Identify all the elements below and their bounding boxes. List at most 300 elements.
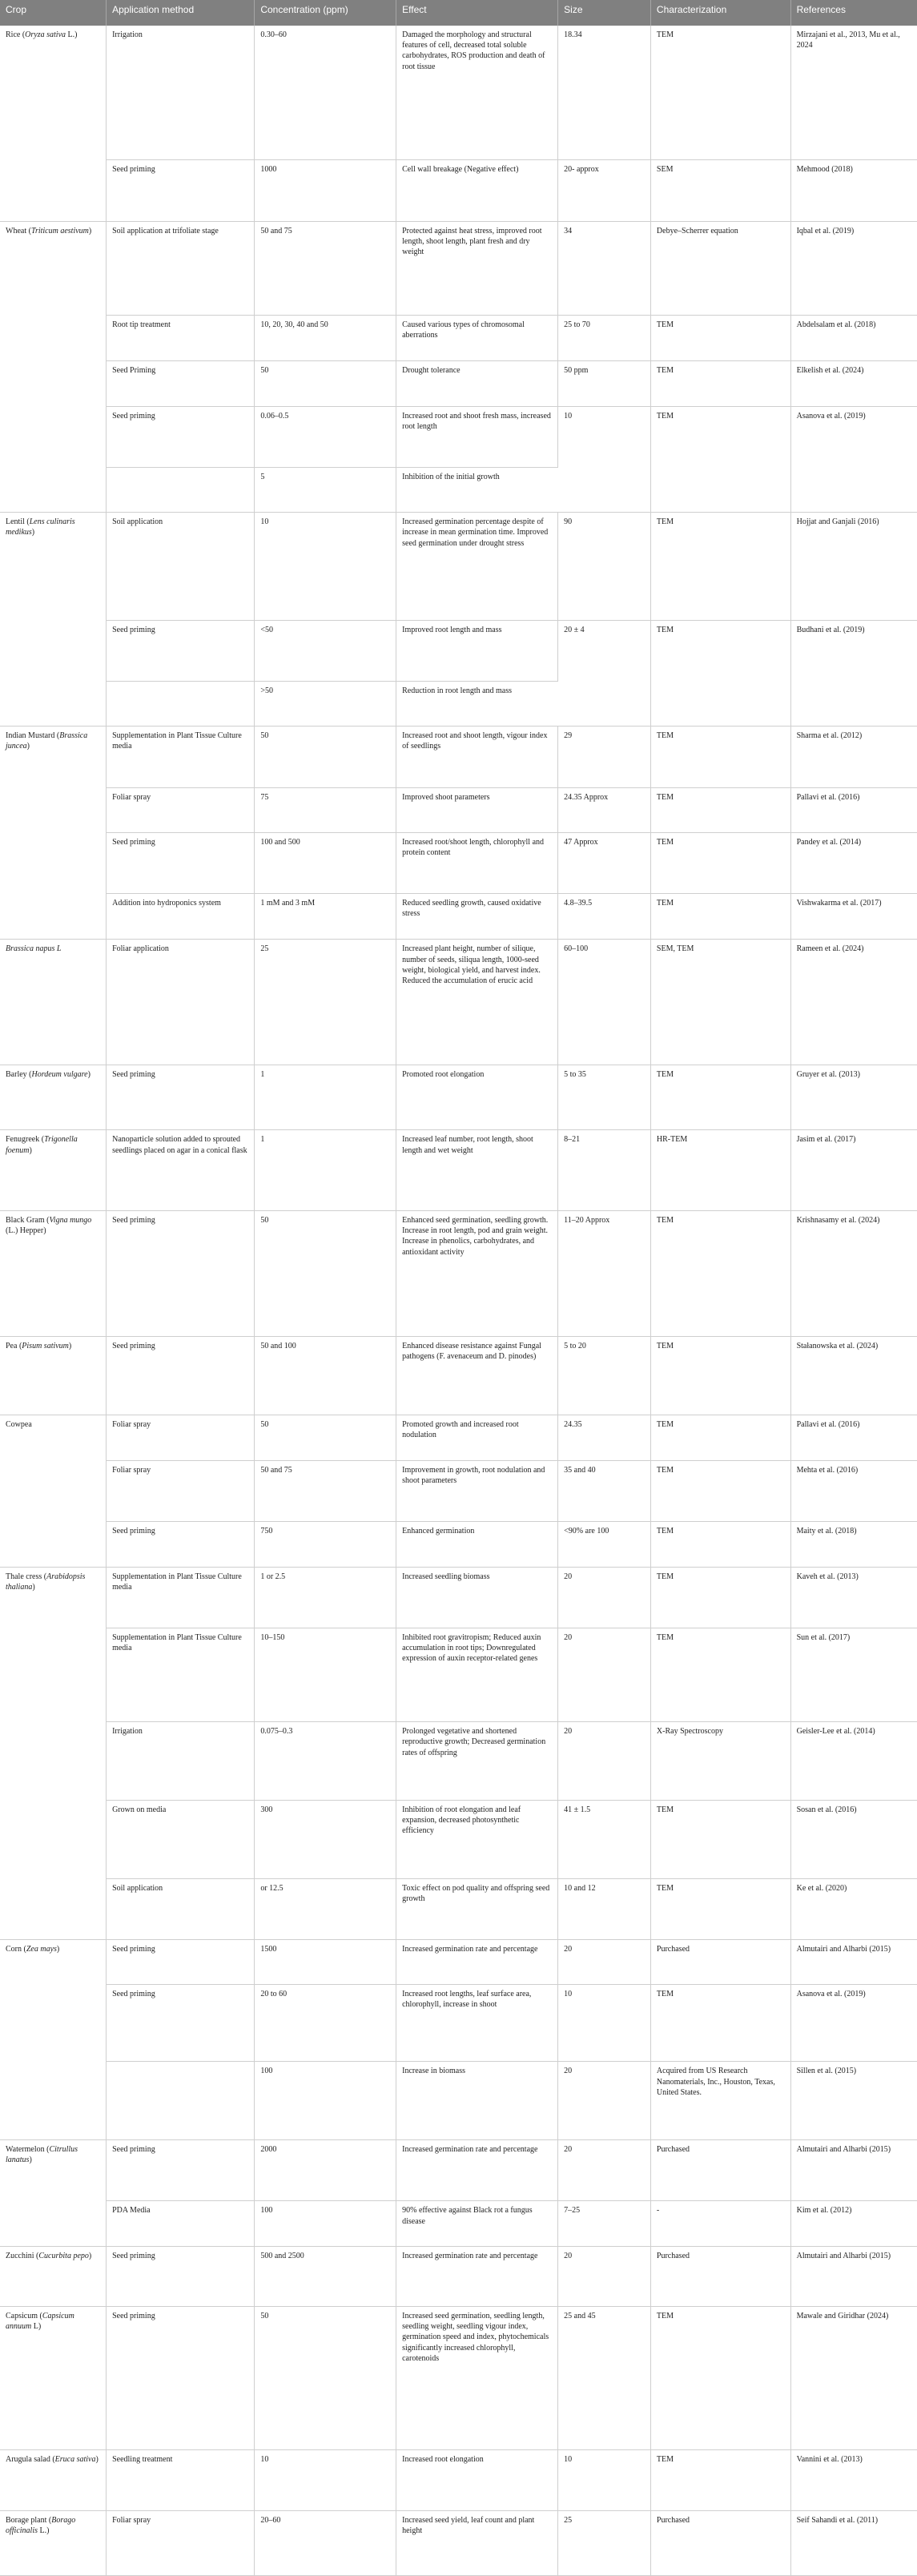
cell-characterization: TEM: [650, 2307, 790, 2450]
cell-effect: Damaged the morphology and structural features of cell, decreased total soluble carbohydrates, ROS production and death of root tissue: [396, 26, 558, 160]
cell-concentration: 50: [255, 1211, 396, 1337]
cell-concentration: 1: [255, 1065, 396, 1130]
cell-effect: Improvement in growth, root nodulation and shoot parameters: [396, 1460, 558, 1521]
cell-characterization: Purchased: [650, 2140, 790, 2201]
cell-size: 34: [558, 221, 651, 315]
cell-references: Mawale and Giridhar (2024): [790, 2307, 917, 2450]
cell-references: Pallavi et al. (2016): [790, 1415, 917, 1460]
cell-crop: Lentil (Lens culinaris medikus): [0, 513, 107, 727]
cell-references: Gruyer et al. (2013): [790, 1065, 917, 1130]
cell-effect: Enhanced disease resistance against Fungal pathogens (F. avenaceum and D. pinodes): [396, 1337, 558, 1415]
cell-characterization: TEM: [650, 1800, 790, 1878]
cell-size: 20: [558, 1939, 651, 1984]
crop-scientific-name: Lens culinaris medikus: [6, 517, 75, 537]
table-row: [0, 1567, 917, 1628]
crop-name-suffix: (L.) Hepper): [6, 1226, 46, 1236]
cell-crop: Black Gram (Vigna mungo (L.) Hepper): [0, 1211, 107, 1337]
cell-concentration: 50: [255, 361, 396, 406]
cell-concentration: 300: [255, 1800, 396, 1878]
cell-references: Maity et al. (2018): [790, 1522, 917, 1567]
table-row: [0, 1522, 917, 1567]
crop-common-name: Pea: [6, 1342, 18, 1351]
cell-references: Mirzajani et al., 2013, Mu et al., 2024: [790, 26, 917, 160]
cell-application-method: Supplementation in Plant Tissue Culture media: [107, 1567, 255, 1628]
table-row: [0, 1065, 917, 1130]
cell-concentration: 50: [255, 727, 396, 787]
cell-effect: Increase in biomass: [396, 2062, 558, 2140]
cell-effect: Increased plant height, number of silique, number of seeds, siliqua length, 1000-seed weight, biological yield, and harvest index. Reduced the accumulation of erucic acid: [396, 940, 558, 1065]
crop-common-name: Lentil: [6, 517, 25, 527]
crop-scientific-name: Brassica juncea: [6, 731, 88, 751]
crop-common-name: Fenugreek: [6, 1135, 40, 1145]
cell-application-method: Seed priming: [107, 1985, 255, 2062]
table-row: [0, 894, 917, 940]
cell-characterization: -: [650, 2201, 790, 2247]
cell-crop: Capsicum (Capsicum annuum L): [0, 2307, 107, 2450]
table-row: [0, 1130, 917, 1211]
crop-common-name: Wheat: [6, 226, 27, 235]
cell-concentration: 10: [255, 513, 396, 620]
crop-common-name: Black Gram: [6, 1216, 45, 1225]
cell-size: 24.35 Approx: [558, 787, 651, 832]
cell-application-method: Seed Priming: [107, 361, 255, 406]
cell-concentration: 20–60: [255, 2510, 396, 2575]
cell-references: Iqbal et al. (2019): [790, 221, 917, 315]
cell-size: 10: [558, 2449, 651, 2510]
cell-characterization: TEM: [650, 894, 790, 940]
cell-characterization: TEM: [650, 361, 790, 406]
cell-effect: Increased seed germination, seedling length, seedling weight, seedling vigour index, germination speed and index, phytochemicals significantly increased chlorophyll, carotenoids: [396, 2307, 558, 2450]
cell-references: Rameen et al. (2024): [790, 940, 917, 1065]
cell-references: Hojjat and Ganjali (2016): [790, 513, 917, 620]
cell-size: 47 Approx: [558, 833, 651, 894]
cell-application-method: Irrigation: [107, 26, 255, 160]
table-row: [0, 2247, 917, 2307]
cell-references: Geisler-Lee et al. (2014): [790, 1722, 917, 1801]
header-application-method: Application method: [107, 0, 255, 26]
crop-common-name: Corn: [6, 1944, 22, 1954]
cell-references: Pandey et al. (2014): [790, 833, 917, 894]
crop-common-name: Capsicum: [6, 2312, 38, 2321]
cell-concentration: 10: [255, 2449, 396, 2510]
cell-application-method: Seed priming: [107, 620, 255, 681]
cell-application-method: Seed priming: [107, 833, 255, 894]
cell-application-method: Irrigation: [107, 1722, 255, 1801]
cell-concentration: 75: [255, 787, 396, 832]
table-row: [0, 1985, 917, 2062]
cell-application-method: Nanoparticle solution added to sprouted seedlings placed on agar in a conical flask: [107, 1130, 255, 1211]
cell-size: 25: [558, 2510, 651, 2575]
cell-size: 50 ppm: [558, 361, 651, 406]
table-row: [0, 1939, 917, 1984]
table-row: [0, 1878, 917, 1939]
cell-concentration: 750: [255, 1522, 396, 1567]
cell-concentration: 0.075–0.3: [255, 1722, 396, 1801]
crop-common-name: Indian Mustard: [6, 731, 55, 741]
cell-concentration: 50: [255, 1415, 396, 1460]
table-row: [0, 406, 917, 467]
table-row: [0, 513, 917, 620]
cell-effect: Improved root length and mass: [396, 620, 558, 681]
cell-effect: Increased seed yield, leaf count and plant height: [396, 2510, 558, 2575]
cell-concentration: 20 to 60: [255, 1985, 396, 2062]
crop-scientific-name: Oryza sativa: [25, 30, 66, 39]
header-size: Size: [558, 0, 651, 26]
crop-scientific-name: Vigna mungo: [49, 1216, 92, 1225]
table-row: [0, 361, 917, 406]
cell-crop: Wheat (Triticum aestivum): [0, 221, 107, 513]
cell-effect: Reduced seedling growth, caused oxidative stress: [396, 894, 558, 940]
cell-size: 20: [558, 2140, 651, 2201]
cell-references: Budhani et al. (2019): [790, 620, 917, 727]
cell-application-method: [107, 681, 255, 726]
crop-common-name: Watermelon: [6, 2145, 45, 2155]
table-row: [0, 2140, 917, 2201]
cell-references: Mehta et al. (2016): [790, 1460, 917, 1521]
cell-size: 41 ± 1.5: [558, 1800, 651, 1878]
crop-name-suffix: ): [29, 2155, 32, 2165]
cell-application-method: Seed priming: [107, 1522, 255, 1567]
cell-crop: Zucchini (Cucurbita pepo): [0, 2247, 107, 2307]
crop-name-suffix: ): [29, 1145, 32, 1155]
cell-application-method: Supplementation in Plant Tissue Culture media: [107, 727, 255, 787]
cell-characterization: SEM, TEM: [650, 940, 790, 1065]
cell-effect: Improved shoot parameters: [396, 787, 558, 832]
cell-application-method: Addition into hydroponics system: [107, 894, 255, 940]
crop-name-suffix: ): [56, 1944, 60, 1954]
cell-characterization: TEM: [650, 406, 790, 513]
cell-characterization: TEM: [650, 1878, 790, 1939]
cell-effect: Increased germination percentage despite of increase in mean germination time. Improved seed germination under drought stress: [396, 513, 558, 620]
table-row: [0, 940, 917, 1065]
table-row: [0, 1722, 917, 1801]
cell-references: Almutairi and Alharbi (2015): [790, 1939, 917, 1984]
cell-effect: Promoted root elongation: [396, 1065, 558, 1130]
cell-effect: Increased germination rate and percentage: [396, 2247, 558, 2307]
cell-application-method: Seed priming: [107, 2307, 255, 2450]
crop-scientific-name: Zea mays: [26, 1944, 57, 1954]
table-row: [0, 2062, 917, 2140]
cell-references: Kaveh et al. (2013): [790, 1567, 917, 1628]
cell-size: 20: [558, 2062, 651, 2140]
cell-crop: [0, 940, 107, 1065]
cell-references: Jasim et al. (2017): [790, 1130, 917, 1211]
cell-size: 24.35: [558, 1415, 651, 1460]
crop-scientific-name: Arabidopsis thaliana: [6, 1572, 86, 1592]
cell-effect: Increased root and shoot fresh mass, increased root length: [396, 406, 558, 467]
cell-characterization: TEM: [650, 787, 790, 832]
cell-size: 18.34: [558, 26, 651, 160]
table-row: [0, 316, 917, 361]
cell-size: 10: [558, 1985, 651, 2062]
table-row: [0, 2510, 917, 2575]
cell-characterization: Debye–Scherrer equation: [650, 221, 790, 315]
cell-references: Kim et al. (2012): [790, 2201, 917, 2247]
cell-effect: Increased root and shoot length, vigour index of seedlings: [396, 727, 558, 787]
crop-name-suffix: L.): [66, 30, 78, 39]
crop-scientific-name: Trigonella foenum: [6, 1135, 78, 1155]
table-row: [0, 2201, 917, 2247]
cell-size: <90% are 100: [558, 1522, 651, 1567]
crop-name-suffix: ): [87, 1070, 90, 1080]
cell-effect: Increased root/shoot length, chlorophyll and protein content: [396, 833, 558, 894]
cell-references: Asanova et al. (2019): [790, 406, 917, 513]
cell-concentration: 25: [255, 940, 396, 1065]
crop-common-name: Zucchini: [6, 2252, 34, 2261]
cell-characterization: Purchased: [650, 2510, 790, 2575]
cell-characterization: X-Ray Spectroscopy: [650, 1722, 790, 1801]
header-concentration: Concentration (ppm): [255, 0, 396, 26]
header-effect: Effect: [396, 0, 558, 26]
cell-characterization: HR-TEM: [650, 1130, 790, 1211]
cell-effect: Enhanced germination: [396, 1522, 558, 1567]
cell-characterization: TEM: [650, 620, 790, 727]
cell-size: 5 to 35: [558, 1065, 651, 1130]
cell-size: 10 and 12: [558, 1878, 651, 1939]
cell-concentration: 10–150: [255, 1628, 396, 1721]
cell-size: 90: [558, 513, 651, 620]
cell-size: 29: [558, 727, 651, 787]
cell-crop: Thale cress (Arabidopsis thaliana): [0, 1567, 107, 1939]
cell-concentration: 100 and 500: [255, 833, 396, 894]
cell-characterization: Purchased: [650, 2247, 790, 2307]
cell-effect: Enhanced seed germination, seedling growth. Increase in root length, pod and grain weight. Increase in phenolics, carbohydrates, and antioxidant activity: [396, 1211, 558, 1337]
cell-effect: Drought tolerance: [396, 361, 558, 406]
table-row: [0, 620, 917, 681]
cell-size: 60–100: [558, 940, 651, 1065]
cell-characterization: TEM: [650, 1415, 790, 1460]
crop-scientific-name: Hordeum vulgare: [31, 1070, 88, 1080]
cell-references: Almutairi and Alharbi (2015): [790, 2247, 917, 2307]
table-body: [0, 26, 917, 2576]
cell-references: Pallavi et al. (2016): [790, 787, 917, 832]
cell-size: 5 to 20: [558, 1337, 651, 1415]
cell-characterization: TEM: [650, 1985, 790, 2062]
cell-application-method: [107, 467, 255, 512]
cell-characterization: TEM: [650, 1567, 790, 1628]
cell-application-method: Foliar spray: [107, 1460, 255, 1521]
cell-size: 11–20 Approx: [558, 1211, 651, 1337]
cell-references: Seif Sahandi et al. (2011): [790, 2510, 917, 2575]
cell-crop: Pea (Pisum sativum): [0, 1337, 107, 1415]
cell-application-method: Grown on media: [107, 1800, 255, 1878]
cell-concentration: or 12.5: [255, 1878, 396, 1939]
cell-concentration: 50: [255, 2307, 396, 2450]
cell-concentration: >50: [255, 681, 396, 726]
crop-name-suffix: ): [31, 528, 35, 537]
table-row: [0, 1211, 917, 1337]
header-references: References: [790, 0, 917, 26]
table-row: [0, 1415, 917, 1460]
cell-application-method: Seed priming: [107, 2247, 255, 2307]
cell-effect: Reduction in root length and mass: [396, 681, 558, 726]
crop-common-name: Cowpea: [6, 1419, 32, 1429]
crop-scientific-name: Brassica napus L: [6, 944, 62, 954]
cell-references: Ke et al. (2020): [790, 1878, 917, 1939]
cell-application-method: Soil application: [107, 1878, 255, 1939]
cell-application-method: Foliar spray: [107, 2510, 255, 2575]
cell-application-method: Root tip treatment: [107, 316, 255, 361]
cell-characterization: TEM: [650, 1065, 790, 1130]
cell-characterization: TEM: [650, 316, 790, 361]
table-row: [0, 787, 917, 832]
cell-references: Krishnasamy et al. (2024): [790, 1211, 917, 1337]
cell-crop: Rice (Oryza sativa L.): [0, 26, 107, 221]
table-row: [0, 1628, 917, 1721]
cell-characterization: Acquired from US Research Nanomaterials, Inc., Houston, Texas, United States.: [650, 2062, 790, 2140]
crop-name-suffix: ): [26, 742, 30, 751]
cell-application-method: Seedling treatment: [107, 2449, 255, 2510]
cell-references: Elkelish et al. (2024): [790, 361, 917, 406]
cell-crop: Borage plant (Borago officinalis L.): [0, 2510, 107, 2575]
cell-size: 20: [558, 1567, 651, 1628]
cell-size: 20- approx: [558, 160, 651, 221]
cell-crop: Corn (Zea mays): [0, 1939, 107, 2139]
cell-effect: Increased seedling biomass: [396, 1567, 558, 1628]
cell-size: 25 and 45: [558, 2307, 651, 2450]
cell-application-method: Seed priming: [107, 160, 255, 221]
cell-effect: Inhibition of root elongation and leaf expansion, decreased photosynthetic efficiency: [396, 1800, 558, 1878]
table-row: [0, 1460, 917, 1521]
crop-scientific-name: Borago officinalis: [6, 2515, 76, 2536]
cell-application-method: Soil application at trifoliate stage: [107, 221, 255, 315]
table-row: [0, 833, 917, 894]
cell-references: Sillen et al. (2015): [790, 2062, 917, 2140]
cell-effect: Protected against heat stress, improved root length, shoot length, plant fresh and dry weight: [396, 221, 558, 315]
cell-crop: Arugula salad (Eruca sativa): [0, 2449, 107, 2510]
crop-scientific-name: Triticum aestivum: [30, 226, 89, 235]
cell-application-method: [107, 2062, 255, 2140]
cell-concentration: 50 and 75: [255, 1460, 396, 1521]
cell-concentration: 1 mM and 3 mM: [255, 894, 396, 940]
cell-concentration: <50: [255, 620, 396, 681]
cell-effect: Caused various types of chromosomal aberrations: [396, 316, 558, 361]
cell-effect: Promoted growth and increased root nodulation: [396, 1415, 558, 1460]
cell-references: Sosan et al. (2016): [790, 1800, 917, 1878]
table-row: [0, 1337, 917, 1415]
cell-references: Abdelsalam et al. (2018): [790, 316, 917, 361]
cell-concentration: 50 and 75: [255, 221, 396, 315]
cell-effect: Increased root elongation: [396, 2449, 558, 2510]
table-row: [0, 26, 917, 160]
cell-application-method: Seed priming: [107, 1337, 255, 1415]
cell-characterization: SEM: [650, 160, 790, 221]
cell-concentration: 100: [255, 2201, 396, 2247]
table-row: [0, 160, 917, 221]
cell-application-method: Seed priming: [107, 1065, 255, 1130]
cell-application-method: Supplementation in Plant Tissue Culture media: [107, 1628, 255, 1721]
cell-application-method: Foliar spray: [107, 1415, 255, 1460]
cell-concentration: 1500: [255, 1939, 396, 1984]
cell-characterization: TEM: [650, 26, 790, 160]
crop-name-suffix: ): [32, 1582, 35, 1592]
cell-size: 8–21: [558, 1130, 651, 1211]
cell-characterization: Purchased: [650, 1939, 790, 1984]
cell-size: 20: [558, 2247, 651, 2307]
crop-common-name: Thale cress: [6, 1572, 42, 1581]
cell-size: 4.8–39.5: [558, 894, 651, 940]
cell-concentration: 2000: [255, 2140, 396, 2201]
cell-crop: Fenugreek (Trigonella foenum): [0, 1130, 107, 1211]
header-characterization: Characterization: [650, 0, 790, 26]
cell-size: 7–25: [558, 2201, 651, 2247]
cell-references: Vishwakarma et al. (2017): [790, 894, 917, 940]
cell-application-method: Foliar spray: [107, 787, 255, 832]
cell-effect: Increased leaf number, root length, shoot length and wet weight: [396, 1130, 558, 1211]
cell-effect: Inhibited root gravitropism; Reduced auxin accumulation in root tips; Downregulated expression of auxin receptor-related genes: [396, 1628, 558, 1721]
cell-characterization: TEM: [650, 2449, 790, 2510]
cell-effect: Inhibition of the initial growth: [396, 467, 558, 512]
cell-effect: Cell wall breakage (Negative effect): [396, 160, 558, 221]
cell-size: 35 and 40: [558, 1460, 651, 1521]
cell-application-method: Seed priming: [107, 1211, 255, 1337]
cell-concentration: 0.30–60: [255, 26, 396, 160]
cell-characterization: TEM: [650, 1460, 790, 1521]
cell-application-method: Seed priming: [107, 2140, 255, 2201]
table-row: [0, 1800, 917, 1878]
cell-characterization: TEM: [650, 1522, 790, 1567]
cell-concentration: 100: [255, 2062, 396, 2140]
table-row: [0, 727, 917, 787]
cell-effect: Prolonged vegetative and shortened reproductive growth; Decreased germination rates of offspring: [396, 1722, 558, 1801]
crop-name-suffix: ): [88, 226, 92, 235]
crop-name-suffix: ): [95, 2454, 99, 2464]
crop-name-suffix: L.): [38, 2526, 50, 2536]
cell-concentration: 1 or 2.5: [255, 1567, 396, 1628]
cell-characterization: TEM: [650, 833, 790, 894]
crop-name-suffix: L): [31, 2322, 42, 2332]
cell-application-method: Seed priming: [107, 406, 255, 467]
cell-size: 20: [558, 1628, 651, 1721]
cell-application-method: PDA Media: [107, 2201, 255, 2247]
cell-effect: Increased germination rate and percentage: [396, 1939, 558, 1984]
crop-scientific-name: Citrullus lanatus: [6, 2145, 78, 2165]
cell-concentration: 50 and 100: [255, 1337, 396, 1415]
crop-common-name: Rice: [6, 30, 21, 39]
cell-application-method: Soil application: [107, 513, 255, 620]
header-row: [0, 0, 917, 26]
crop-scientific-name: Pisum sativum: [22, 1342, 69, 1351]
cell-characterization: TEM: [650, 1628, 790, 1721]
table-row: [0, 221, 917, 315]
cell-concentration: 10, 20, 30, 40 and 50: [255, 316, 396, 361]
crop-common-name: Arugula salad: [6, 2454, 50, 2464]
crop-scientific-name: Capsicum annuum: [6, 2312, 74, 2332]
cell-crop: [0, 1415, 107, 1567]
cell-size: 20: [558, 1722, 651, 1801]
cell-size: 10: [558, 406, 651, 513]
crop-scientific-name: Cucurbita pepo: [38, 2252, 89, 2261]
cell-effect: Toxic effect on pod quality and offspring seed growth: [396, 1878, 558, 1939]
cell-application-method: Seed priming: [107, 1939, 255, 1984]
cell-crop: Indian Mustard (Brassica juncea): [0, 727, 107, 940]
cell-concentration: 500 and 2500: [255, 2247, 396, 2307]
cell-crop: Barley (Hordeum vulgare): [0, 1065, 107, 1130]
cell-effect: 90% effective against Black rot a fungus disease: [396, 2201, 558, 2247]
cell-references: Mehmood (2018): [790, 160, 917, 221]
crop-scientific-name: Eruca sativa: [54, 2454, 96, 2464]
cell-characterization: TEM: [650, 727, 790, 787]
cell-references: Almutairi and Alharbi (2015): [790, 2140, 917, 2201]
header-crop: Crop: [0, 0, 107, 26]
cell-effect: Increased germination rate and percentage: [396, 2140, 558, 2201]
crop-name-suffix: ): [68, 1342, 72, 1351]
crop-common-name: Barley: [6, 1070, 27, 1080]
crop-common-name: Borage plant: [6, 2515, 47, 2525]
cell-references: Vannini et al. (2013): [790, 2449, 917, 2510]
cell-application-method: Foliar application: [107, 940, 255, 1065]
cell-effect: Increased root lengths, leaf surface area, chlorophyll, increase in shoot: [396, 1985, 558, 2062]
